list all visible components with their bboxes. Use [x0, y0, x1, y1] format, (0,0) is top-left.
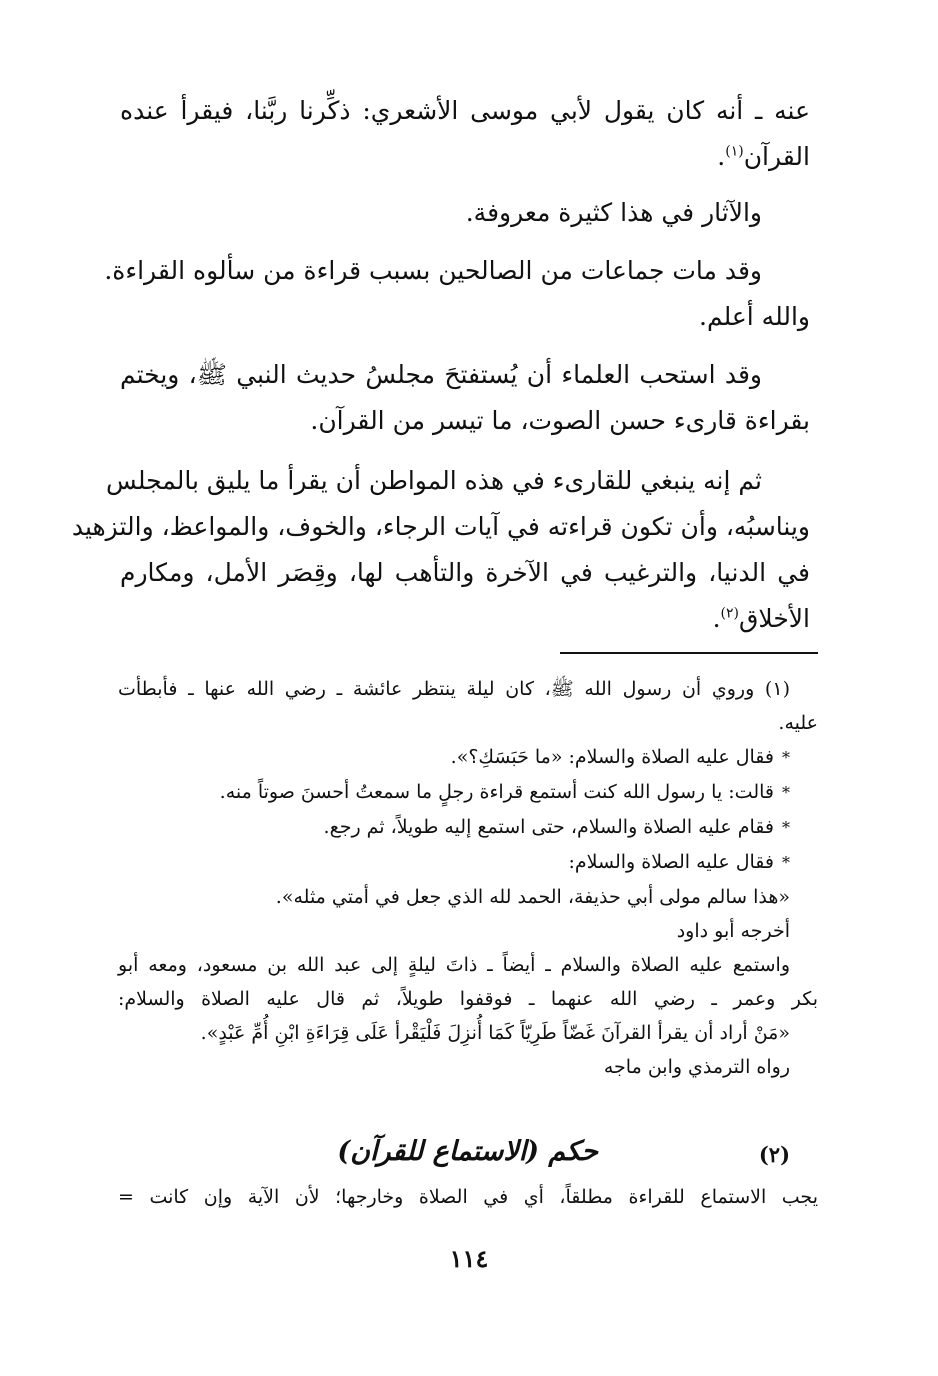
footnote-ref-1[interactable]: (١) — [725, 143, 744, 160]
asterisk-icon: * — [782, 818, 790, 837]
footnote-ref-2[interactable]: (٢) — [720, 605, 740, 622]
footnote-2 — [118, 1180, 818, 1214]
paragraph-5-line-2: ويناسبُه، وأن تكون قراءته في آيات الرجاء، والخوف، والمواعظ، والتزهيد — [71, 512, 810, 541]
footnote-2-number: (٢) — [758, 1142, 790, 1167]
paragraph-1-line-1: عنه ـ أنه كان يقول لأبي موسى الأشعري: ذكِّرنا ربَّنا، فيقرأ عنده — [120, 96, 810, 125]
quran-word: القرآن — [743, 142, 810, 171]
footnote-1-bullet-2 — [118, 775, 818, 810]
paragraph-4-line-2: بقراءة قارىء حسن الصوت، ما تيسر من القرآن. — [310, 406, 810, 435]
paragraph-5-line-1: ثم إنه ينبغي للقارىء في هذه المواطن أن يقرأ ما يليق بالمجلس — [105, 466, 762, 495]
page-number: ١١٤ — [449, 1244, 489, 1273]
footnote-1-para2-quote: «مَنْ أراد أن يقرأ القرآنَ غَضّاً طَرِيّاً كَمَا أُنزِلَ فَلْيَقْرأ عَلَى قِرَاءَةِ ابْنِ أُمِّ عَبْدٍ». — [200, 1022, 790, 1044]
footnote-1-line-2: عليه. — [778, 712, 818, 734]
footnote-1-para2-line-1: واستمع عليه الصلاة والسلام ـ أيضاً ـ ذاتَ ليلةٍ إلى عبد الله بن مسعود، ومعه أبو — [118, 954, 790, 976]
period: . — [712, 604, 721, 633]
asterisk-icon: * — [782, 748, 790, 767]
footnote-1-line-1: (١) وروي أن رسول الله ﷺ، كان ليلة ينتظر عائشة ـ رضي الله عنها ـ فأبطأت — [118, 678, 790, 700]
asterisk-icon: * — [782, 783, 790, 802]
asterisk-icon: * — [782, 853, 790, 872]
paragraph-4-line-1: وقد استحب العلماء أن يُستفتحَ مجلسُ حديث النبي ﷺ، ويختم — [120, 360, 762, 389]
footnote-1-source-2: رواه الترمذي وابن ماجه — [603, 1056, 790, 1078]
footnote-1-para2-line-2: بكر وعمر ـ رضي الله عنهما ـ فوقفوا طويلاً، ثم قال عليه الصلاة والسلام: — [118, 988, 818, 1010]
footnote-1-source-1: أخرجه أبو داود — [676, 920, 790, 942]
footnote-1-bullet-3 — [118, 810, 818, 845]
paragraph-5-line-3: في الدنيا، والترغيب في الآخرة والتأهب لها، وقِصَر الأمل، ومكارم — [120, 558, 810, 587]
period: . — [717, 142, 726, 171]
paragraph-3-line-1: وقد مات جماعات من الصالحين بسبب قراءة من سألوه القراءة. — [104, 256, 762, 285]
akhlaq-word: الأخلاق — [739, 604, 810, 633]
bullet-1-text: فقال عليه الصلاة والسلام: «ما حَبَسَكِ؟». — [450, 746, 774, 768]
paragraph-4 — [120, 352, 810, 444]
footnote-2-heading: حكم (الاستماع للقرآن) — [337, 1136, 598, 1167]
footnote-2-line-1: يجب الاستماع للقراءة مطلقاً، أي في الصلاة وخارجها؛ لأن الآية وإن كانت = — [118, 1186, 818, 1208]
bullet-4-text: فقال عليه الصلاة والسلام: — [568, 851, 774, 873]
footnote-1-bullet-1 — [118, 740, 818, 775]
paragraph-1-line-2 — [120, 134, 810, 180]
footnote-separator — [560, 652, 818, 654]
footnote-1-bullet-4 — [118, 845, 818, 880]
bullet-2-text: قالت: يا رسول الله كنت أستمع قراءة رجلٍ ما سمعتُ أحسنَ صوتاً منه. — [219, 781, 774, 803]
footnote-1-quote: «هذا سالم مولى أبي حذيفة، الحمد لله الذي جعل في أمتي مثله». — [275, 886, 790, 908]
footnote-2-heading-row — [118, 1136, 818, 1176]
paragraph-1 — [120, 88, 810, 180]
paragraph-3 — [104, 248, 810, 340]
paragraph-5 — [71, 458, 810, 642]
footnote-1 — [118, 672, 818, 1084]
paragraph-2 — [120, 190, 810, 236]
paragraph-3-line-2: والله أعلم. — [699, 302, 810, 331]
paragraph-2-line-1: والآثار في هذا كثيرة معروفة. — [465, 198, 762, 227]
paragraph-5-line-4 — [120, 596, 810, 642]
bullet-3-text: فقام عليه الصلاة والسلام، حتى استمع إليه طويلاً، ثم رجع. — [323, 816, 774, 838]
